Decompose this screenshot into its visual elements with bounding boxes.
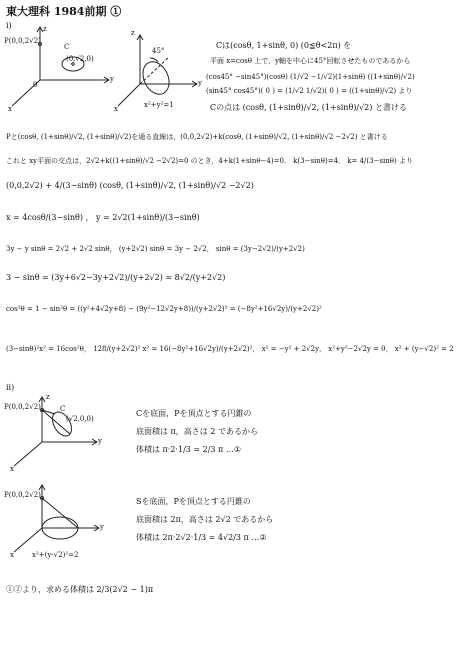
text-line-18: 底面積は 2π，高さは 2√2 であるから [136, 515, 274, 524]
text-line-16: 体積は π·2·1/3 = 2/3 π …① [136, 445, 242, 454]
fig2-axis-y: y [198, 79, 202, 87]
fig2-angle: 45° [152, 47, 165, 55]
fig2-axis-z: z [131, 29, 135, 37]
fig4-axis-x: x [10, 551, 14, 559]
fig3-point-p: P(0,0,2√2) [4, 403, 41, 411]
part-i-label: i) [6, 21, 12, 30]
fig4-circle-eq: x²+(y-√2)²=2 [32, 551, 79, 559]
page-title: 東大理科 1984前期 ① [6, 5, 122, 18]
fig1-point-p: P(0,0,2√2) [4, 37, 41, 45]
text-line-01: Cは(cosθ, 1+sinθ, 0) (0≦θ<2π) を [216, 41, 352, 50]
fig3-axis-z: z [46, 393, 50, 401]
fig3-c-coords: (√2,0,0) [66, 415, 94, 423]
text-line-19: 体積は 2π·2√2·1/3 = 4√2/3 π …② [136, 533, 267, 542]
text-line-06: Pと(cosθ, (1+sinθ)/√2, (1+sinθ)/√2)を通る直線は，(0,0,2√2)+k(cosθ, (1+sinθ)/√2, (1+sinθ)/√2 −2√2) と書ける [6, 133, 388, 141]
fig4-point-p: P(0,0,2√2) [4, 491, 41, 499]
text-line-08: (0,0,2√2) + 4/(3−sinθ) (cosθ, (1+sinθ)/√2, (1+sinθ)/√2 −2√2) [6, 181, 254, 190]
text-line-17: Sを底面，Pを頂点とする円錐の [136, 497, 251, 506]
fig1-c-coords: (0,√2,0) [66, 55, 94, 63]
text-line-13: (3−sinθ)²x² = 16cos²θ， 128/(y+2√2)² x² = 16(−8y²+16√2y)/(y+2√2)²， x² = −y² + 2√2y， x²+y²−2√2y = 0， x² + (y−√2)² = 2 [6, 345, 454, 353]
fig3-axis-y: y [98, 437, 102, 445]
text-line-14: Cを底面，Pを頂点とする円錐の [136, 409, 252, 418]
text-line-10: 3y − y sinθ = 2√2 + 2√2 sinθ， (y+2√2) sinθ = 3y − 2√2， sinθ = (3y−2√2)/(y+2√2) [6, 245, 305, 253]
text-line-07: これと xy平面の交点は，2√2+k((1+sinθ)/√2 −2√2)=0 のとき，4+k(1+sinθ−4)=0． k(3−sinθ)=4． k= 4/(3−sinθ) より [6, 157, 413, 165]
fig1-axis-z: z [43, 25, 47, 33]
fig4-axis-y: y [100, 523, 104, 531]
text-line-02: 平面 x=cosθ 上で，y軸を中心に45°回転させたものであるから [210, 57, 411, 65]
text-line-05: Cの点は (cosθ, (1+sinθ)/√2, (1+sinθ)/√2) と書ける [210, 103, 407, 112]
part-ii-label: ii) [6, 383, 15, 392]
fig1-axis-x: x [8, 105, 12, 113]
fig1-label-c: C [64, 43, 70, 51]
fig2-circle-eq: x²+y²=1 [144, 101, 174, 109]
fig3-label-c: C [60, 405, 66, 413]
fig1-axis-y: y [110, 75, 114, 83]
text-line-03: (cos45° −sin45°)(cosθ) (1/√2 −1/√2)(1+sinθ) ((1+sinθ)/√2) [206, 73, 415, 81]
fig1-origin: 0 [33, 81, 38, 89]
text-line-09: x = 4cosθ/(3−sinθ) ， y = 2√2(1+sinθ)/(3−sinθ) [6, 213, 200, 222]
fig2-axis-x: x [114, 105, 118, 113]
text-line-15: 底面積は π，高さは 2 であるから [136, 427, 258, 436]
text-line-11: 3 − sinθ = (3y+6√2−3y+2√2)/(y+2√2) = 8√2/(y+2√2) [6, 273, 226, 282]
fig3-axis-x: x [10, 465, 14, 473]
text-line-12: cos²θ = 1 − sin²θ = ((y²+4√2y+8) − (9y²−12√2y+8))/(y+2√2)² = (−8y²+16√2y)/(y+2√2)² [6, 305, 322, 313]
final-answer: ①②より，求める体積は 2/3(2√2 − 1)π [6, 585, 154, 594]
text-line-04: (sin45° cos45°)( 0 ) = (1/√2 1/√2)( 0 ) = ((1+sinθ)/√2) より [206, 87, 413, 95]
